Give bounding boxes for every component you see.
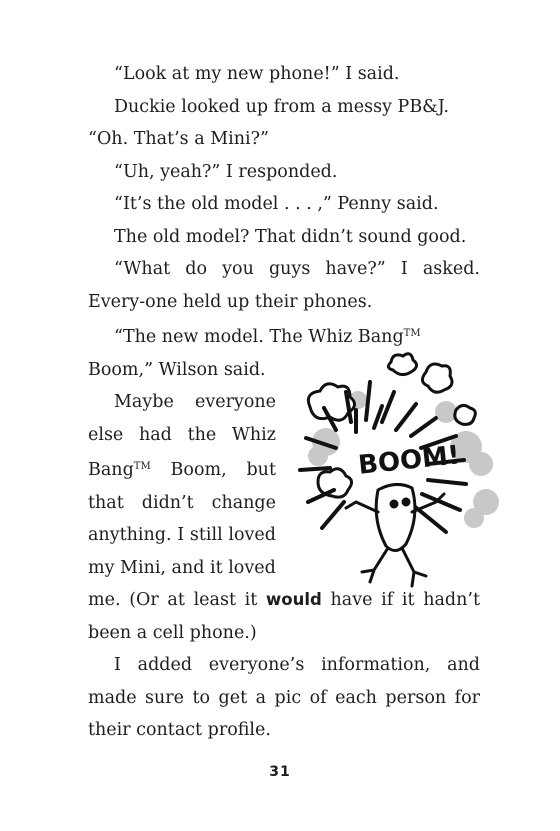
paragraph-what-do-you-have: “What do you guys have?” I asked. Every-one held up their phones.: [88, 259, 480, 312]
paragraph-maybe-everyone: [88, 386, 276, 584]
maybe-everyone-text-1: Maybe everyone else had the Whiz Bang: [88, 392, 276, 480]
boom-label: BOOM!: [356, 440, 462, 481]
page-number: 31: [269, 764, 291, 780]
trademark-mark-2: TM: [133, 461, 151, 472]
paragraph-look-phone: “Look at my new phone!” I said.: [114, 64, 400, 84]
duckie-line-2: “Oh. That’s a Mini?”: [88, 129, 269, 149]
new-model-line-2: Boom,” Wilson said.: [88, 359, 266, 380]
continuation-text-2: have if it hadn’t been a cell phone.): [88, 590, 480, 643]
emphasis-would: would: [266, 590, 322, 609]
paragraph-added-everyone: I added everyone’s information, and made sure to get a pic of each person for their contact profile.: [88, 655, 480, 740]
phone-character: [346, 484, 444, 586]
boom-phone-illustration: [296, 352, 508, 590]
paragraph-old-model: The old model? That didn’t sound good.: [114, 226, 467, 247]
duckie-line-1: Duckie looked up from a messy PB&J.: [114, 96, 449, 117]
paragraph-duckie: [88, 91, 480, 156]
paragraph-responded: “Uh, yeah?” I responded.: [114, 161, 338, 182]
new-model-line-1: “The new model. The Whiz Bang: [114, 327, 404, 347]
boom-text: [357, 440, 461, 480]
trademark-mark: TM: [403, 328, 421, 339]
paragraph-penny: “It’s the old model . . . ,” Penny said.: [114, 194, 439, 214]
paragraph-continuation: [88, 584, 480, 649]
continuation-text-1: me. (Or at least it: [88, 590, 266, 610]
maybe-everyone-text-2: Boom, but that didn’t change anything. I still loved my Mini, and it loved: [88, 460, 276, 578]
